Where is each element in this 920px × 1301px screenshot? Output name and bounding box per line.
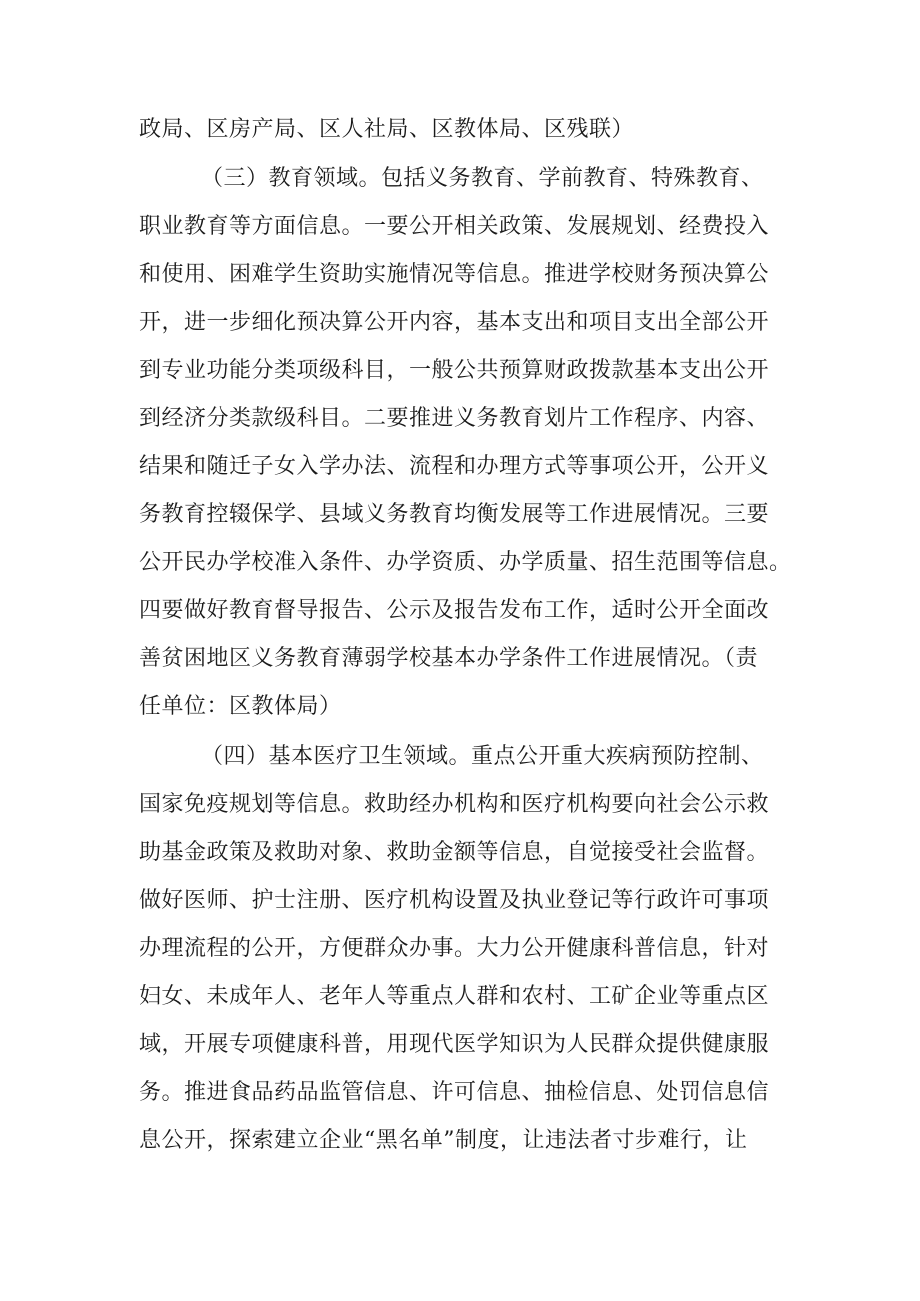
section4-heading-line: （四）基本医疗卫生领域。重点公开重大疾病预防控制、 — [201, 744, 764, 769]
section3-line: 到经济分类款级科目。二要推进义务教育划片工作程序、内容、 — [139, 406, 770, 431]
section3-line: 和使用、困难学生资助实施情况等信息。推进学校财务预决算公 — [139, 262, 770, 287]
section3-line: 职业教育等方面信息。一要公开相关政策、发展规划、经费投入 — [139, 214, 770, 239]
section3-line: 任单位：区教体局） — [139, 694, 342, 719]
section4-line: 务。推进食品药品监管信息、许可信息、抽检信息、处罚信息信 — [139, 1080, 770, 1105]
section3-line: 结果和随迁子女入学办法、流程和办理方式等事项公开，公开义 — [139, 454, 770, 479]
section4-line: 息公开，探索建立企业“黑名单”制度，让违法者寸步难行，让 — [139, 1128, 748, 1153]
section4-line: 国家免疫规划等信息。救助经办机构和医疗机构要向社会公示救 — [139, 792, 770, 817]
section3-heading-line: （三）教育领域。包括义务教育、学前教育、特殊教育、 — [201, 166, 764, 191]
section2-tail-line: 政局、区房产局、区人社局、区教体局、区残联） — [139, 117, 635, 142]
section3-line: 务教育控辍保学、县域义务教育均衡发展等工作进展情况。三要 — [139, 502, 770, 527]
section3-line: 善贫困地区义务教育薄弱学校基本办学条件工作进展情况。（责 — [139, 646, 759, 671]
section3-line: 开，进一步细化预决算公开内容，基本支出和项目支出全部公开 — [139, 310, 770, 335]
section3-line: 公开民办学校准入条件、办学资质、办学质量、招生范围等信息。 — [139, 550, 792, 575]
section3-line: 到专业功能分类项级科目，一般公共预算财政拨款基本支出公开 — [139, 358, 770, 383]
section4-line: 域，开展专项健康科普，用现代医学知识为人民群众提供健康服 — [139, 1032, 770, 1057]
section4-line: 妇女、未成年人、老年人等重点人群和农村、工矿企业等重点区 — [139, 984, 770, 1009]
section4-line: 助基金政策及救助对象、救助金额等信息，自觉接受社会监督。 — [139, 840, 770, 865]
section4-line: 办理流程的公开，方便群众办事。大力公开健康科普信息，针对 — [139, 936, 770, 961]
section3-line: 四要做好教育督导报告、公示及报告发布工作，适时公开全面改 — [139, 598, 770, 623]
section4-line: 做好医师、护士注册、医疗机构设置及执业登记等行政许可事项 — [139, 888, 770, 913]
